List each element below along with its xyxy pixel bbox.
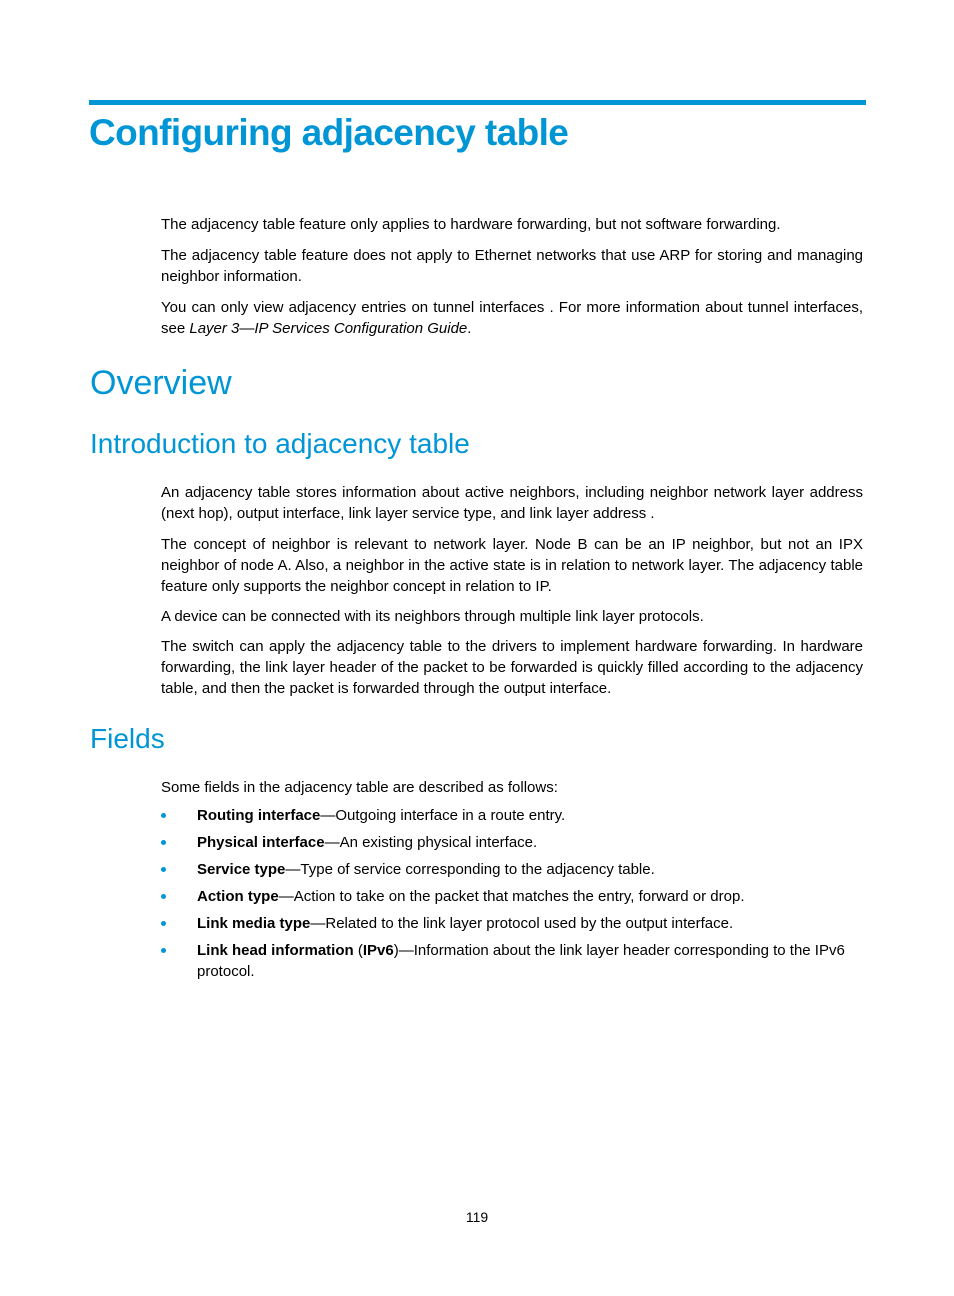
field-term-open: ( bbox=[353, 942, 363, 959]
bullet-icon bbox=[161, 921, 166, 926]
bullet-icon bbox=[161, 867, 166, 872]
field-description: —Type of service corresponding to the adjacency table. bbox=[285, 861, 655, 878]
field-term: Routing interface bbox=[197, 807, 321, 824]
guide-reference: Layer 3—IP Services Configuration Guide bbox=[189, 320, 468, 337]
list-item bbox=[161, 832, 863, 853]
field-description: —Related to the link layer protocol used by the output interface. bbox=[310, 915, 734, 932]
fields-heading: Fields bbox=[90, 723, 165, 754]
field-term: Physical interface bbox=[197, 834, 325, 851]
intro-p3-end: . bbox=[467, 320, 472, 337]
field-term: Service type bbox=[197, 861, 286, 878]
bullet-icon bbox=[161, 813, 166, 818]
field-term: Link head information bbox=[197, 942, 354, 959]
introduction-heading: Introduction to adjacency table bbox=[90, 428, 470, 459]
list-item bbox=[161, 913, 863, 934]
overview-heading: Overview bbox=[90, 364, 232, 402]
intro-p3-text: You can only view adjacency entries on tunnel interfaces . For more information about tunnel interfaces, see bbox=[161, 299, 863, 337]
fields-intro: Some fields in the adjacency table are described as follows: bbox=[161, 779, 558, 796]
intro-paragraph-2: The adjacency table feature does not apply to Ethernet networks that use ARP for storing and managing neighbor information. bbox=[161, 247, 863, 285]
fields-list bbox=[161, 805, 863, 982]
introduction-paragraph-2: The concept of neighbor is relevant to network layer. Node B can be an IP neighbor, but not an IPX neighbor of node A. Also, a neighbor in the active state is in relation to network layer. The adjacency table feature only supports the neighbor concept in relation to IP. bbox=[161, 536, 863, 595]
field-term: Link media type bbox=[197, 915, 311, 932]
field-description: —Outgoing interface in a route entry. bbox=[320, 807, 566, 824]
field-description: )—Information about the link layer header corresponding to the IPv6 protocol. bbox=[197, 942, 845, 980]
bullet-icon bbox=[161, 948, 166, 953]
fields-intro-block bbox=[161, 777, 863, 798]
chapter-top-rule bbox=[89, 100, 866, 105]
introduction-body bbox=[161, 482, 863, 699]
intro-paragraph-1: The adjacency table feature only applies to hardware forwarding, but not software forwarding. bbox=[161, 216, 781, 233]
field-description: —An existing physical interface. bbox=[324, 834, 538, 851]
field-term: Action type bbox=[197, 888, 279, 905]
page-number: 119 bbox=[465, 1209, 489, 1225]
list-item bbox=[161, 859, 863, 880]
introduction-paragraph-1: An adjacency table stores information about active neighbors, including neighbor network layer address (next hop), output interface, link layer service type, and link layer address . bbox=[161, 484, 863, 522]
intro-paragraph-3 bbox=[161, 297, 863, 339]
field-term-ipv6: IPv6 bbox=[362, 942, 394, 959]
bullet-icon bbox=[161, 840, 166, 845]
bullet-icon bbox=[161, 894, 166, 899]
introduction-paragraph-4: The switch can apply the adjacency table to the drivers to implement hardware forwarding. In hardware forwarding, the link layer header of the packet to be forwarded is quickly filled according to the adjacency table, and then the packet is forwarded through the output interface. bbox=[161, 638, 863, 697]
field-description: —Action to take on the packet that matches the entry, forward or drop. bbox=[278, 888, 745, 905]
list-item bbox=[161, 805, 863, 826]
chapter-title: Configuring adjacency table bbox=[89, 112, 569, 153]
chapter-intro bbox=[161, 214, 863, 339]
introduction-paragraph-3: A device can be connected with its neighbors through multiple link layer protocols. bbox=[161, 608, 704, 625]
list-item bbox=[161, 940, 863, 982]
list-item bbox=[161, 886, 863, 907]
